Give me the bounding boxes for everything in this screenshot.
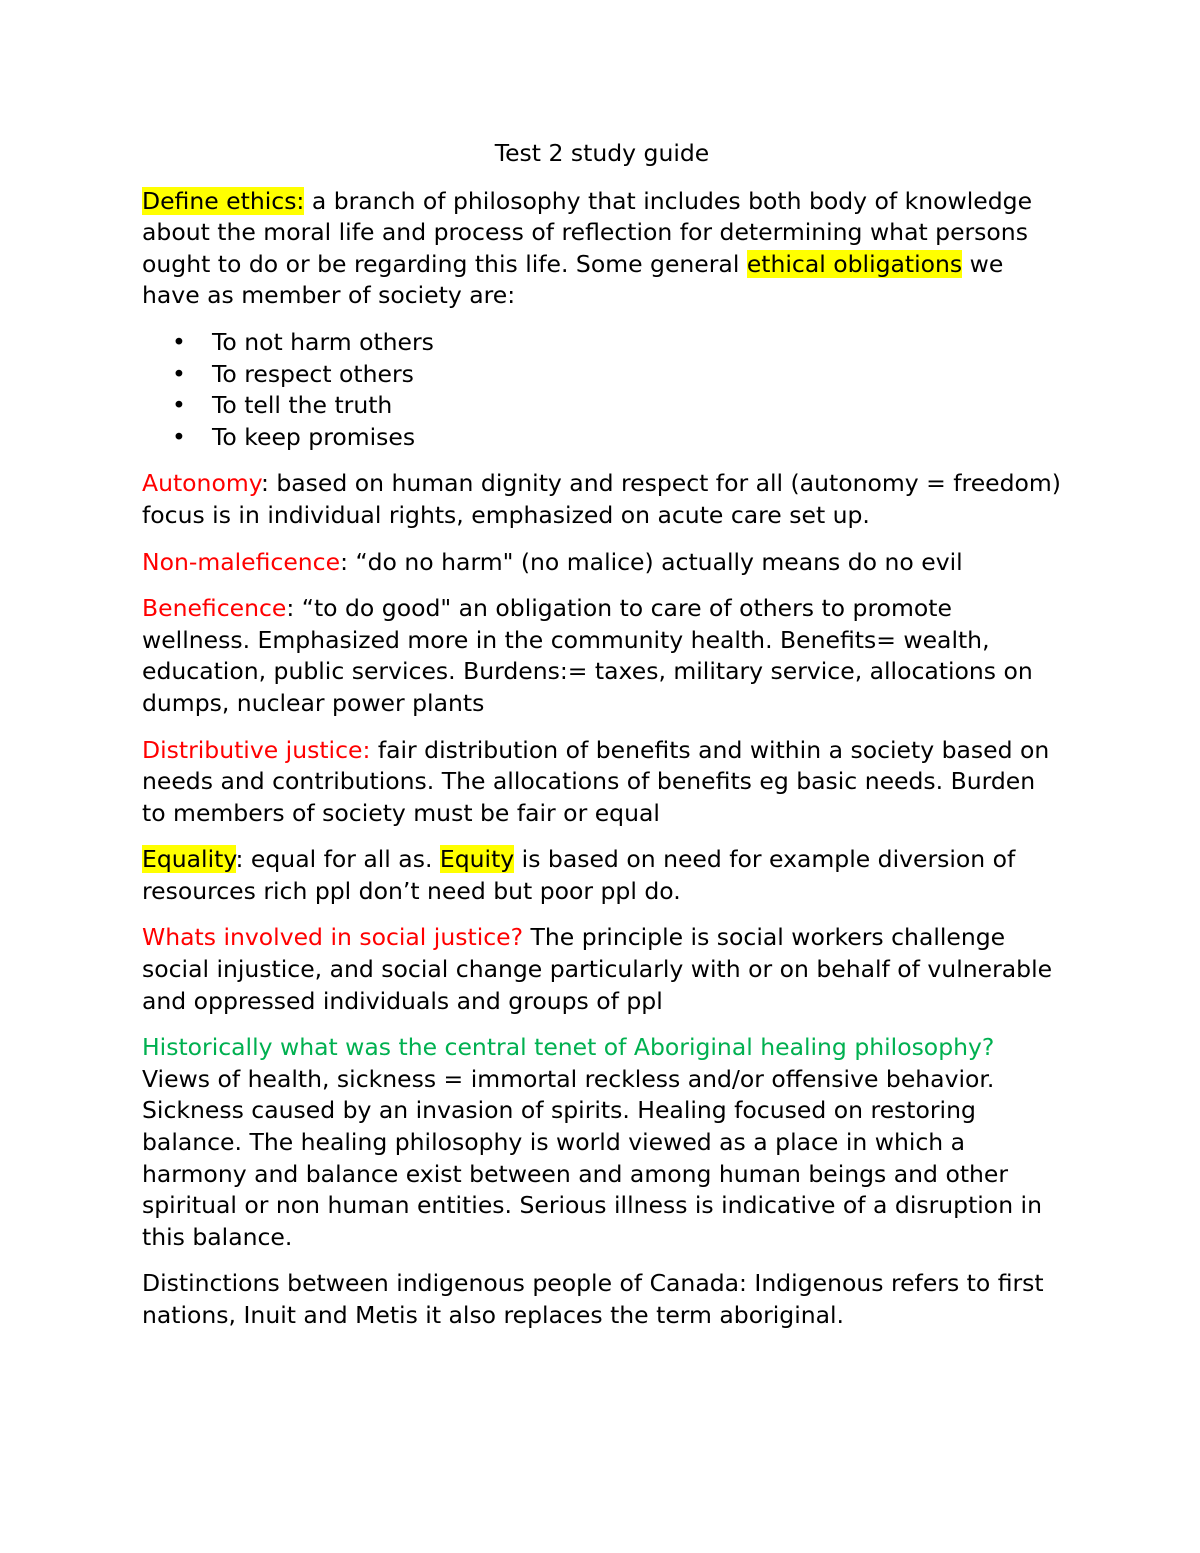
ethics-term: Define ethics: [142,186,305,215]
obligations-list [142,327,1062,453]
ethical-obligations-term: ethical obligations [746,249,963,278]
autonomy-definition: : based on human dignity and respect for all (autonomy = freedom) focus is in individual rights, emphasized on acute care set up. [142,469,1061,529]
document-page [142,138,1062,1347]
autonomy-paragraph [142,468,1062,531]
ethics-paragraph [142,186,1062,312]
nonmaleficence-term: Non-maleficence [142,547,341,576]
distributive-justice-paragraph [142,735,1062,830]
distributive-justice-definition: fair distribution of benefits and within a society based on needs and contributions. The allocations of benefits eg basic needs. Burden to members of society must be fair or equal [142,735,1050,827]
social-justice-answer: The principle is social workers challenge social injustice, and social change particularly with or on behalf of vulnerable and oppressed individuals and groups of ppl [142,923,1053,1015]
list-item [142,390,1062,422]
aboriginal-paragraph [142,1032,1062,1253]
nonmaleficence-definition: : “do no harm" (no malice) actually means do no evil [340,547,963,576]
list-item-text: To not harm others [212,327,434,356]
list-item-text: To respect others [212,359,414,388]
ethics-definition: a branch of philosophy that includes both body of knowledge about the moral life and process of reflection for determining what persons ought to do or be regarding this life. Some general [142,186,1033,278]
bullet-icon: • [172,327,186,356]
equality-paragraph [142,844,1062,907]
beneficence-paragraph [142,593,1062,719]
distinctions-paragraph: Distinctions between indigenous people of Canada: Indigenous refers to first nations, Inuit and Metis it also replaces the term aboriginal. [142,1269,1044,1329]
list-item [142,422,1062,454]
social-justice-paragraph [142,922,1062,1017]
list-item-text: To keep promises [212,422,416,451]
equality-term: Equality [142,845,236,874]
beneficence-definition: : “to do good" an obligation to care of others to promote wellness. Emphasized more in the community health. Benefits= wealth, education, public services. Burdens:= taxes, military service, allocations on dumps, nuclear power plants [142,594,1033,717]
distributive-justice-term: Distributive justice: [142,735,371,764]
beneficence-term: Beneficence [142,594,287,623]
list-item [142,359,1062,391]
social-justice-question: Whats involved in social justice? [142,923,524,952]
ethics-definition-end: we have as member of society are: [142,249,1004,310]
equity-term: Equity [439,845,515,874]
autonomy-term: Autonomy [142,469,261,498]
page-title: Test 2 study guide [494,139,710,167]
bullet-icon: • [172,359,186,388]
bullet-icon: • [172,422,186,451]
aboriginal-question: Historically what was the central tenet of Aboriginal healing philosophy? [142,1033,995,1062]
aboriginal-answer: Views of health, sickness = immortal reckless and/or offensive behavior. Sickness caused by an invasion of spirits. Healing focused on restoring balance. The healing philosophy is world viewed as a place in which a harmony and balance exist between and among human beings and other spiritual or non human entities. Serious illness is indicative of a disruption in this balance. [142,1064,1042,1251]
bullet-icon: • [172,391,186,420]
equality-definition: : equal for all as. [235,845,440,874]
equity-definition: is based on need for example diversion of resources rich ppl don’t need but poor ppl do. [142,845,1016,905]
nonmaleficence-paragraph [142,547,1062,579]
list-item-text: To tell the truth [212,391,393,420]
list-item [142,327,1062,359]
